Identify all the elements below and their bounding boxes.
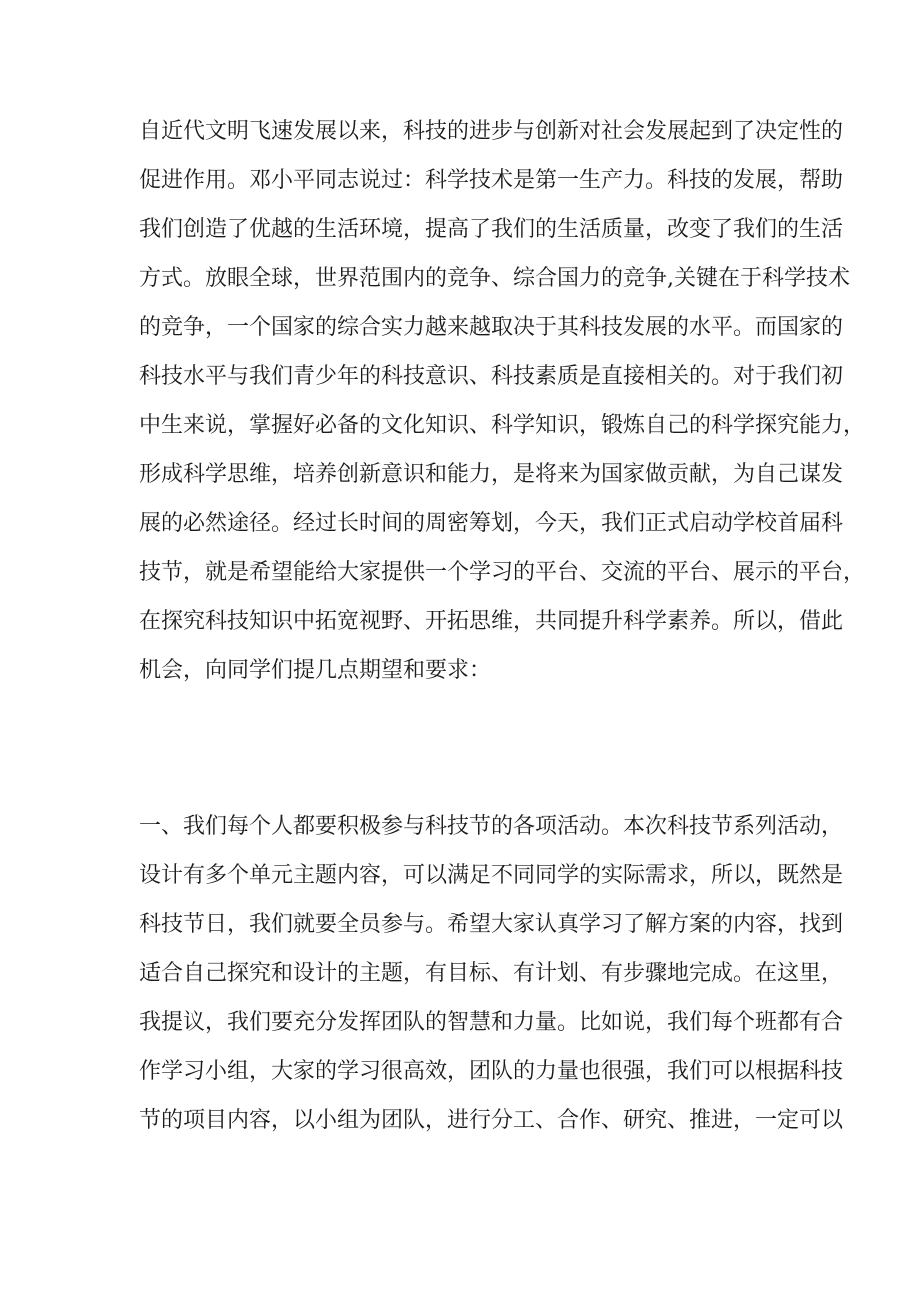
text-line: 机会，向同学们提几点期望和要求：: [139, 658, 492, 683]
text-line: 作学习小组，大家的学习很高效，团队的力量也很强，我们可以根据科技: [139, 1059, 844, 1084]
text-line: 的竞争，一个国家的综合实力越来越取决于其科技发展的水平。而国家的: [139, 315, 844, 340]
text-line: 在探究科技知识中拓宽视野、开拓思维，共同提升科学素养。所以，借此: [139, 609, 844, 634]
text-line: 节的项目内容，以小组为团队，进行分工、合作、研究、推进，一定可以: [139, 1108, 844, 1133]
text-line: 设计有多个单元主题内容，可以满足不同同学的实际需求，所以，既然是: [139, 863, 844, 888]
text-line: 中生来说，掌握好必备的文化知识、科学知识，锻炼自己的科学探究能力，: [139, 413, 866, 438]
text-line: 我们创造了优越的生活环境，提高了我们的生活质量，改变了我们的生活: [139, 217, 844, 242]
text-line: 自近代文明飞速发展以来，科技的进步与创新对社会发展起到了决定性的: [139, 119, 844, 144]
text-line: 科技水平与我们青少年的科技意识、科技素质是直接相关的。对于我们初: [139, 364, 844, 389]
text-line: 促进作用。邓小平同志说过：科学技术是第一生产力。科技的发展，帮助: [139, 168, 844, 193]
text-line: 形成科学思维，培养创新意识和能力，是将来为国家做贡献，为自己谋发: [139, 462, 844, 487]
text-line: 一、我们每个人都要积极参与科技节的各项活动。本次科技节系列活动，: [139, 814, 844, 839]
text-line: 科技节日，我们就要全员参与。希望大家认真学习了解方案的内容，找到: [139, 912, 844, 937]
text-line: 方式。放眼全球，世界范围内的竞争、综合国力的竞争,关键在于科学技术: [139, 266, 850, 291]
text-line: 技节，就是希望能给大家提供一个学习的平台、交流的平台、展示的平台，: [139, 560, 866, 585]
text-line: 适合自己探究和设计的主题，有目标、有计划、有步骤地完成。在这里，: [139, 961, 844, 986]
text-line: 展的必然途径。经过长时间的周密筹划，今天，我们正式启动学校首届科: [139, 511, 844, 536]
text-line: 我提议，我们要充分发挥团队的智慧和力量。比如说，我们每个班都有合: [139, 1010, 844, 1035]
